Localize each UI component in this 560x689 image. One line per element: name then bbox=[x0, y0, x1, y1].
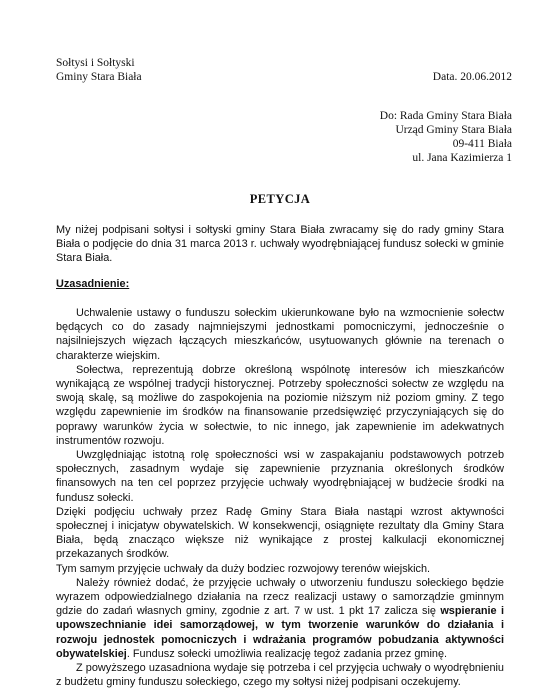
sender-line: Gminy Stara Biała bbox=[56, 71, 142, 83]
paragraph bbox=[56, 576, 504, 661]
recipient-line: ul. Jana Kazimierza 1 bbox=[412, 152, 512, 164]
sender-block bbox=[56, 56, 142, 84]
paragraph-text: . Fundusz sołecki umożliwia realizację tegoż zadania przez gminę. bbox=[126, 647, 448, 660]
sender-line: Sołtysi i Sołtyski bbox=[56, 57, 135, 69]
paragraph: Tym samym przyjęcie uchwały da duży bodziec rozwojowy terenów wiejskich. bbox=[56, 562, 431, 575]
justification-body bbox=[56, 306, 504, 689]
document-title: PETYCJA bbox=[249, 192, 311, 206]
paragraph: Sołectwa, reprezentują dobrze określoną wspólnotę interesów ich mieszkańców wynikającą ze wspólnej tradycji historycznej. Potrzeby społeczności sołectw ze względu na swoją skalę, są możliwe do zaspokojenia na poziomie niższym niż poziom gminy. Z tego względu zapewnienie im środków na finansowanie przedsięwzięć przyczyniających się do poprawy warunków życia w sołectwie, to nic innego, jak zapewnienie im adekwatnych instrumentów rozwoju. bbox=[56, 363, 504, 447]
paragraph: Z powyższego uzasadniona wydaje się potrzeba i cel przyjęcia uchwały o wyodrębnieniu z budżetu gminy funduszu sołeckiego, czego my sołtysi niżej podpisani oczekujemy. bbox=[56, 662, 504, 689]
recipient-line: Do: Rada Gminy Stara Biała bbox=[379, 110, 512, 122]
justification-heading: Uzasadnienie: bbox=[56, 278, 130, 290]
paragraph-text: Należy również dodać, że przyjęcie uchwały o utworzeniu funduszu sołeckiego będzie wyrazem odpowiedzialnego działania na rzecz realizacji ustawy o samorządzie gminnym gdzie do zadań własnych gminy, zgodnie z art. 7 w ust. 1 pkt 17 zalicza się bbox=[56, 576, 504, 618]
recipient-line: 09-411 Biała bbox=[452, 138, 512, 150]
paragraph-bold-text: wspieranie i upowszechnianie idei samorządowej, w tym tworzenie warunków do działania i rozwoju jednostek pomocniczych i wdrażania programów pobudzania aktywności obywatelskiej bbox=[56, 605, 504, 660]
intro-paragraph: My niżej podpisani sołtysi i sołtyski gminy Stara Biała zwracamy się do rady gminy Stara Biała o podjęcie do dnia 31 marca 2013 r. uchwały wyodrębniającej fundusz sołecki w gminie Stara Biała. bbox=[56, 224, 504, 265]
paragraph: Uchwalenie ustawy o funduszu sołeckim ukierunkowane było na wzmocnienie sołectw będących co do zasady najmniejszymi jednostkami pomocniczymi, jednocześnie o najsilniejszych więzach łączących mieszkańców, usytuowanych głównie na terenach o charakterze wiejskim. bbox=[56, 307, 504, 362]
recipient-line: Urząd Gminy Stara Biała bbox=[395, 124, 512, 136]
document-date: Data. 20.06.2012 bbox=[432, 71, 512, 83]
recipient-block bbox=[380, 109, 512, 165]
paragraph: Uwzględniając istotną rolę społeczności wsi w zaspakajaniu podstawowych potrzeb społecznych, zasadnym wydaje się zapewnienie przyznania określonych środków finansowych na ten cel poprzez przyjęcie uchwały wyodrębniającej w budżecie środki na fundusz sołecki. bbox=[56, 449, 504, 504]
paragraph: Dzięki podjęciu uchwały przez Radę Gminy Stara Biała nastąpi wzrost aktywności społecznej i inicjatyw obywatelskich. W konsekwencji, osiągnięte rezultaty dla Gminy Stara Biała, będą znacząco większe niż wynikające z prostej kalkulacji ekonomicznej przekazanych środków. bbox=[56, 505, 504, 561]
